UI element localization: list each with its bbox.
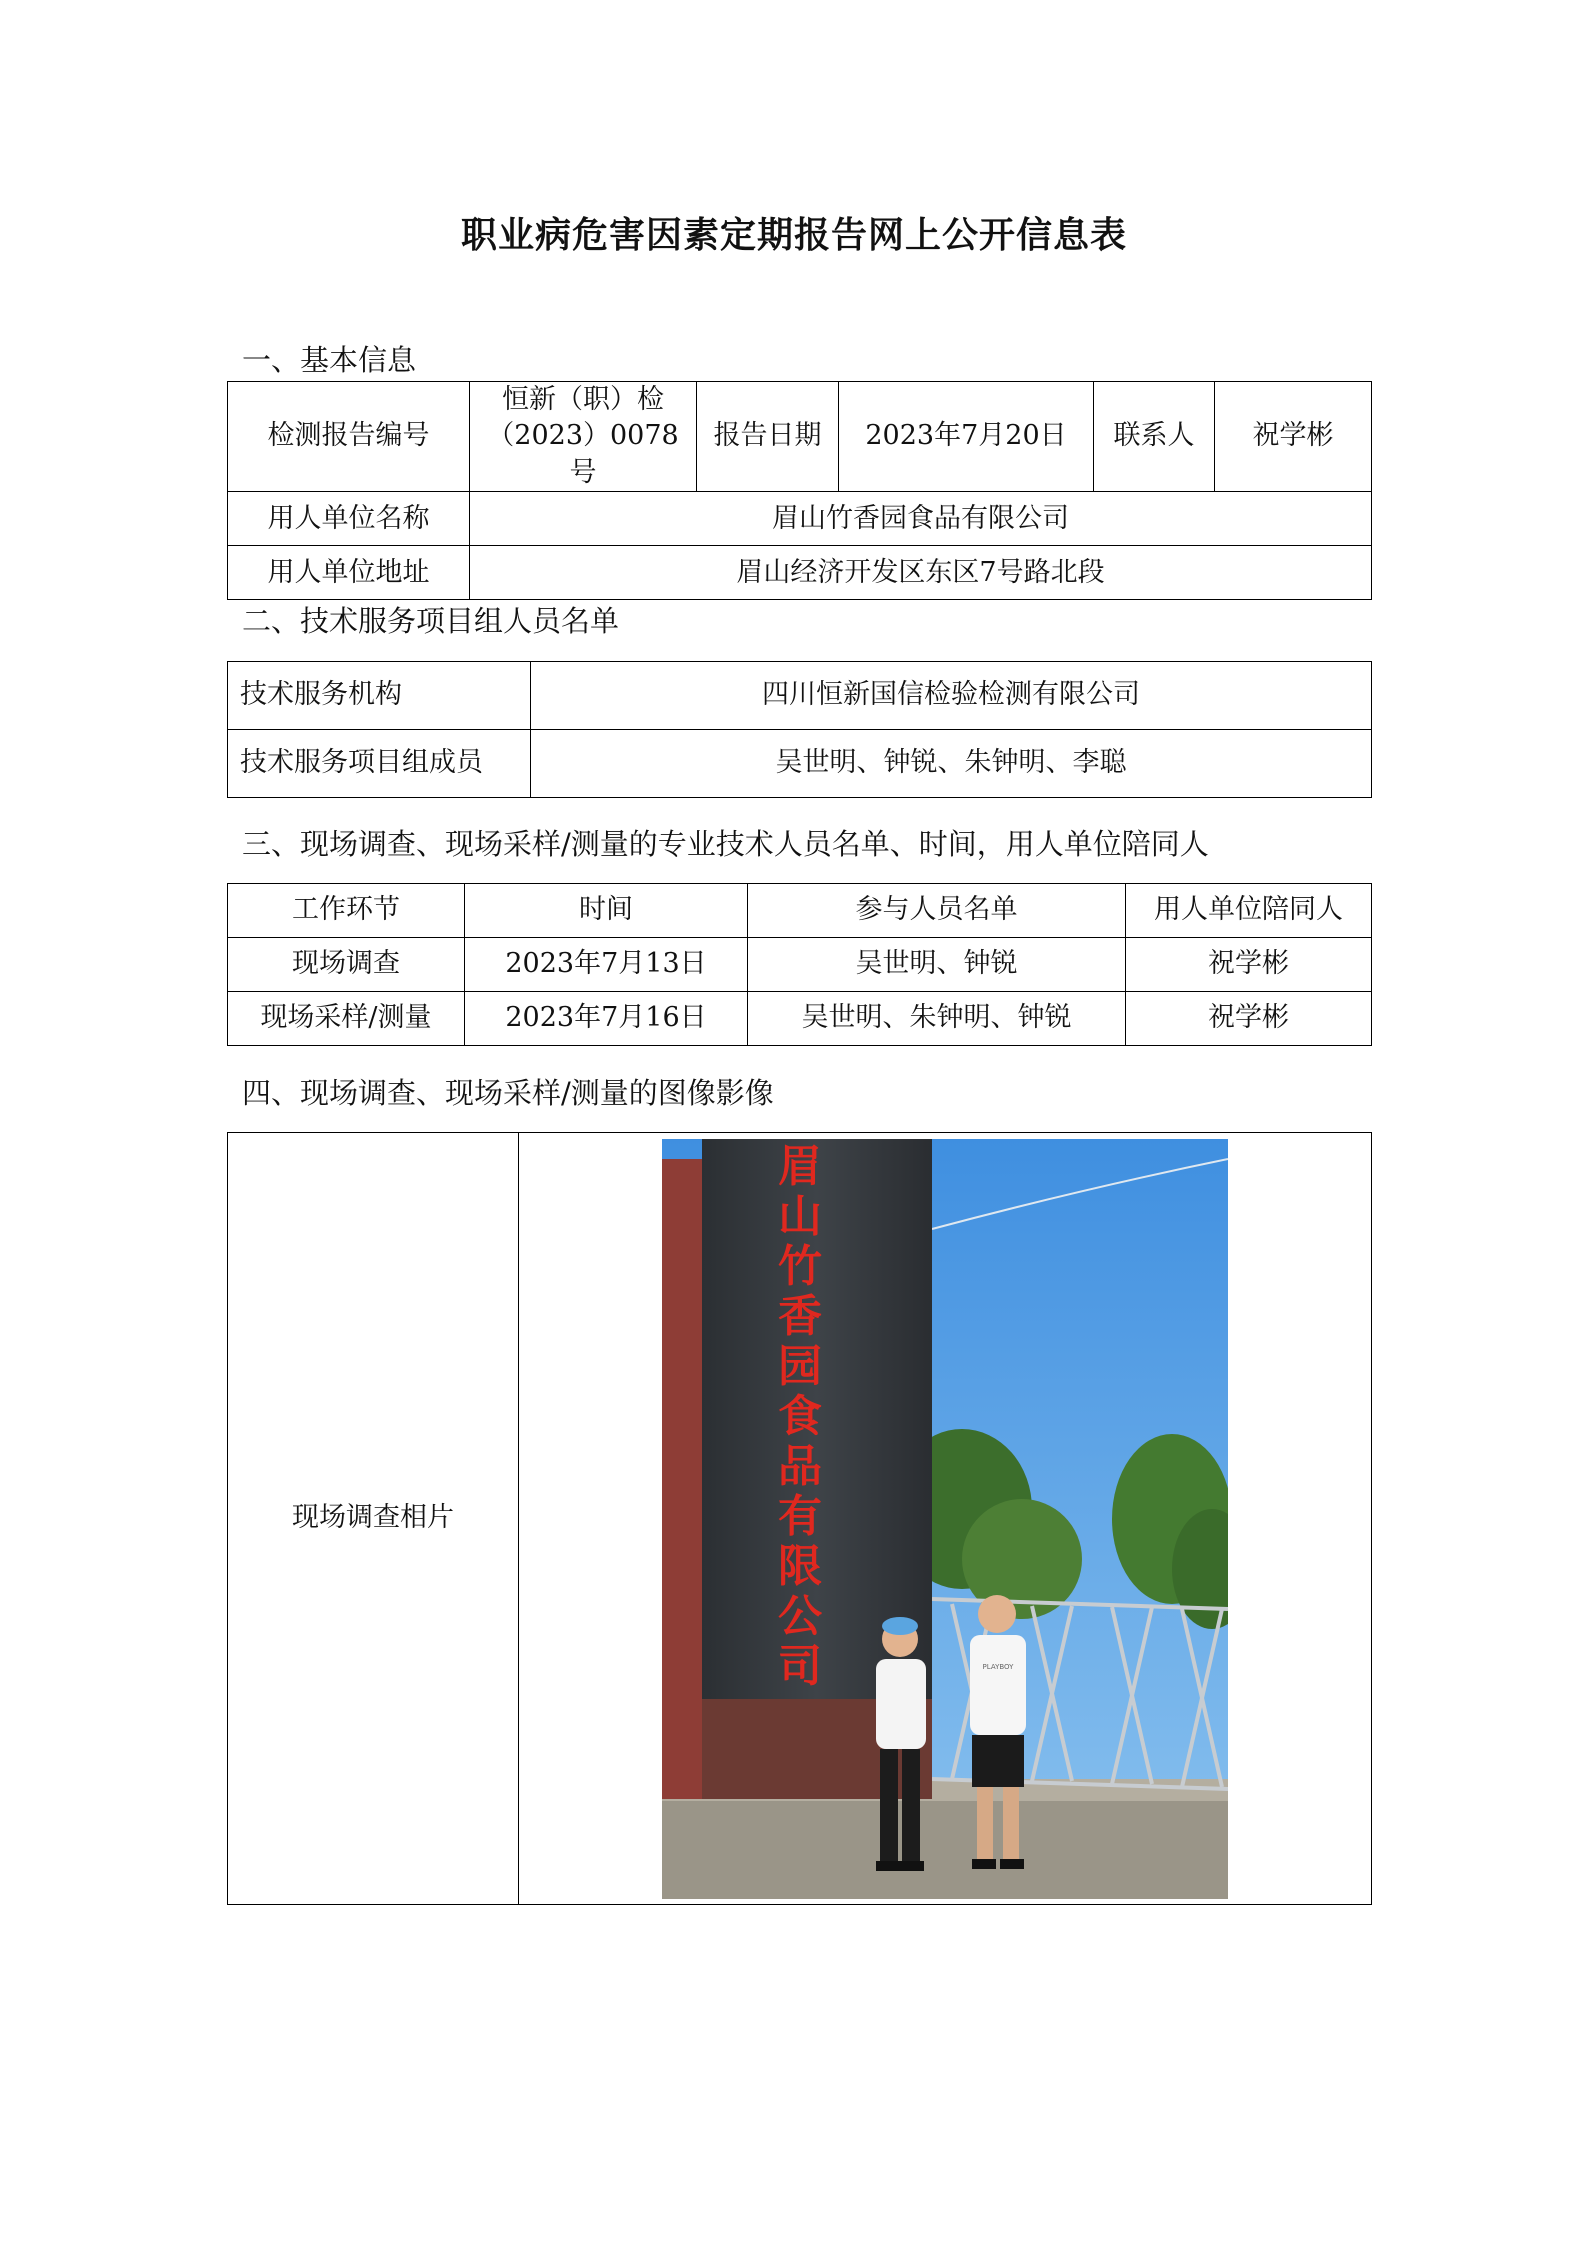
contact-value: 祝学彬 — [1215, 382, 1372, 492]
row2-time: 2023年7月16日 — [465, 992, 748, 1046]
row2-participants: 吴世明、朱钟明、钟锐 — [748, 992, 1126, 1046]
employer-address-value: 眉山经济开发区东区7号路北段 — [470, 546, 1372, 600]
ground — [662, 1799, 1228, 1899]
photo-label: 现场调查相片 — [228, 1133, 519, 1905]
report-no-line1: 恒新（职）检 — [502, 384, 664, 415]
sign-character: 公 — [778, 1590, 822, 1642]
row1-participants: 吴世明、钟锐 — [748, 938, 1126, 992]
tshirt-logo: PLAYBOY — [982, 1662, 1014, 1671]
onsite-staff-table — [227, 883, 1372, 1046]
sign-character: 眉 — [778, 1140, 822, 1192]
report-date-value: 2023年7月20日 — [839, 382, 1094, 492]
sign-character: 有 — [778, 1490, 822, 1542]
site-photo-illustration — [662, 1139, 1228, 1899]
table-row — [228, 938, 1372, 992]
col-header-escort: 用人单位陪同人 — [1126, 884, 1372, 938]
images-table — [227, 1132, 1372, 1905]
section1-heading: 一、基本信息 — [242, 343, 417, 377]
row2-escort: 祝学彬 — [1126, 992, 1372, 1046]
team-members-value: 吴世明、钟锐、朱钟明、李聪 — [531, 730, 1372, 798]
table-row — [228, 992, 1372, 1046]
row2-stage: 现场采样/测量 — [228, 992, 465, 1046]
service-team-table — [227, 661, 1372, 798]
col-header-stage: 工作环节 — [228, 884, 465, 938]
sign-character: 山 — [778, 1190, 822, 1242]
row1-time: 2023年7月13日 — [465, 938, 748, 992]
sign-character: 香 — [778, 1290, 822, 1342]
sign-text — [778, 1141, 822, 1692]
report-no-label: 检测报告编号 — [228, 382, 470, 492]
report-no-value — [470, 382, 697, 492]
section4-heading: 四、现场调查、现场采样/测量的图像影像 — [242, 1076, 774, 1110]
sign-character: 食 — [778, 1390, 822, 1442]
photo-cell — [519, 1133, 1372, 1905]
document-title: 职业病危害因素定期报告网上公开信息表 — [460, 215, 1127, 256]
service-org-label: 技术服务机构 — [228, 662, 531, 730]
site-survey-photo — [662, 1139, 1228, 1899]
report-no-line2: （2023）0078号 — [487, 420, 679, 488]
sign-character: 园 — [778, 1340, 822, 1392]
row1-stage: 现场调查 — [228, 938, 465, 992]
sign-character: 司 — [778, 1640, 822, 1692]
team-members-label: 技术服务项目组成员 — [228, 730, 531, 798]
row1-escort: 祝学彬 — [1126, 938, 1372, 992]
col-header-participants: 参与人员名单 — [748, 884, 1126, 938]
report-date-label: 报告日期 — [697, 382, 839, 492]
sign-character: 限 — [778, 1540, 822, 1592]
section3-heading: 三、现场调查、现场采样/测量的专业技术人员名单、时间，用人单位陪同人 — [242, 827, 1209, 861]
sign-character: 品 — [778, 1440, 822, 1492]
employer-name-value: 眉山竹香园食品有限公司 — [470, 492, 1372, 546]
sign-character: 竹 — [778, 1240, 822, 1292]
employer-address-label: 用人单位地址 — [228, 546, 470, 600]
col-header-time: 时间 — [465, 884, 748, 938]
employer-name-label: 用人单位名称 — [228, 492, 470, 546]
basic-info-table — [227, 381, 1372, 600]
service-org-value: 四川恒新国信检验检测有限公司 — [531, 662, 1372, 730]
section2-heading: 二、技术服务项目组人员名单 — [242, 604, 620, 638]
contact-label: 联系人 — [1094, 382, 1215, 492]
